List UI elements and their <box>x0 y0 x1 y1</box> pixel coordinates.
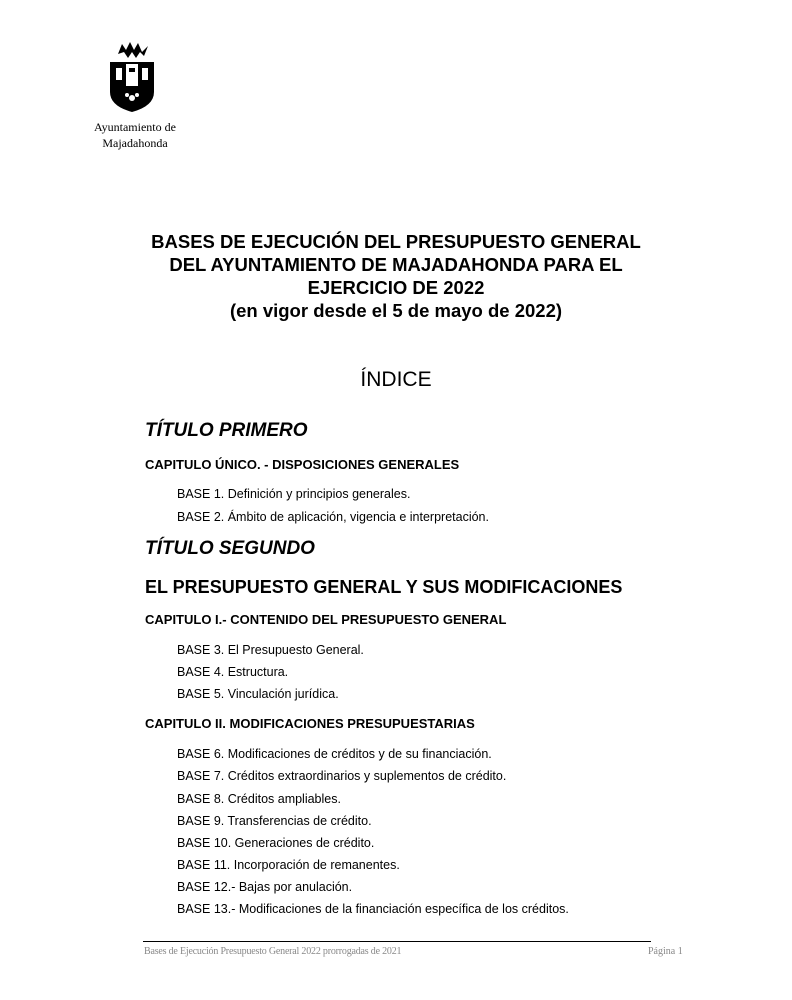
index-entry: BASE 1. Definición y principios generales. <box>177 487 411 501</box>
index-entry: BASE 7. Créditos extraordinarios y suplementos de crédito. <box>177 769 507 783</box>
document-title <box>120 230 672 322</box>
titulo-segundo-heading: TÍTULO SEGUNDO <box>145 538 315 559</box>
capitulo-2-heading: CAPITULO II. MODIFICACIONES PRESUPUESTARIAS <box>145 716 475 731</box>
titulo-primero-heading: TÍTULO PRIMERO <box>145 420 308 441</box>
footer-document-name: Bases de Ejecución Presupuesto General 2022 prorrogadas de 2021 <box>144 946 402 957</box>
index-entry: BASE 5. Vinculación jurídica. <box>177 687 339 701</box>
index-entry: BASE 6. Modificaciones de créditos y de su financiación. <box>177 747 492 761</box>
logo-caption <box>76 119 194 151</box>
index-entry: BASE 2. Ámbito de aplicación, vigencia e interpretación. <box>177 510 489 524</box>
title-line: DEL AYUNTAMIENTO DE MAJADAHONDA PARA EL <box>169 254 623 275</box>
titulo-segundo-subtitle: EL PRESUPUESTO GENERAL Y SUS MODIFICACIONES <box>145 577 623 597</box>
index-entry: BASE 11. Incorporación de remanentes. <box>177 858 400 872</box>
capitulo-unico-heading: CAPITULO ÚNICO. - DISPOSICIONES GENERALES <box>145 457 460 472</box>
index-heading: ÍNDICE <box>360 368 432 391</box>
index-entry: BASE 12.- Bajas por anulación. <box>177 880 353 894</box>
logo-caption-line1: Ayuntamiento de <box>94 120 176 134</box>
index-entry: BASE 4. Estructura. <box>177 665 289 679</box>
footer-divider <box>143 941 651 942</box>
index-entry: BASE 10. Generaciones de crédito. <box>177 836 375 850</box>
title-line: BASES DE EJECUCIÓN DEL PRESUPUESTO GENERAL <box>151 231 641 252</box>
capitulo-1-heading: CAPITULO I.- CONTENIDO DEL PRESUPUESTO GENERAL <box>145 612 507 627</box>
index-entry: BASE 8. Créditos ampliables. <box>177 792 341 806</box>
title-line: EJERCICIO DE 2022 <box>307 277 485 298</box>
logo-caption-line2: Majadahonda <box>102 136 168 150</box>
index-entry: BASE 13.- Modificaciones de la financiación específica de los créditos. <box>177 902 569 916</box>
footer-page-number: Página 1 <box>648 946 683 957</box>
index-entry: BASE 3. El Presupuesto General. <box>177 643 364 657</box>
title-line: (en vigor desde el 5 de mayo de 2022) <box>229 300 563 321</box>
index-entry: BASE 9. Transferencias de crédito. <box>177 814 372 828</box>
majadahonda-coat-of-arms-logo <box>102 40 162 114</box>
